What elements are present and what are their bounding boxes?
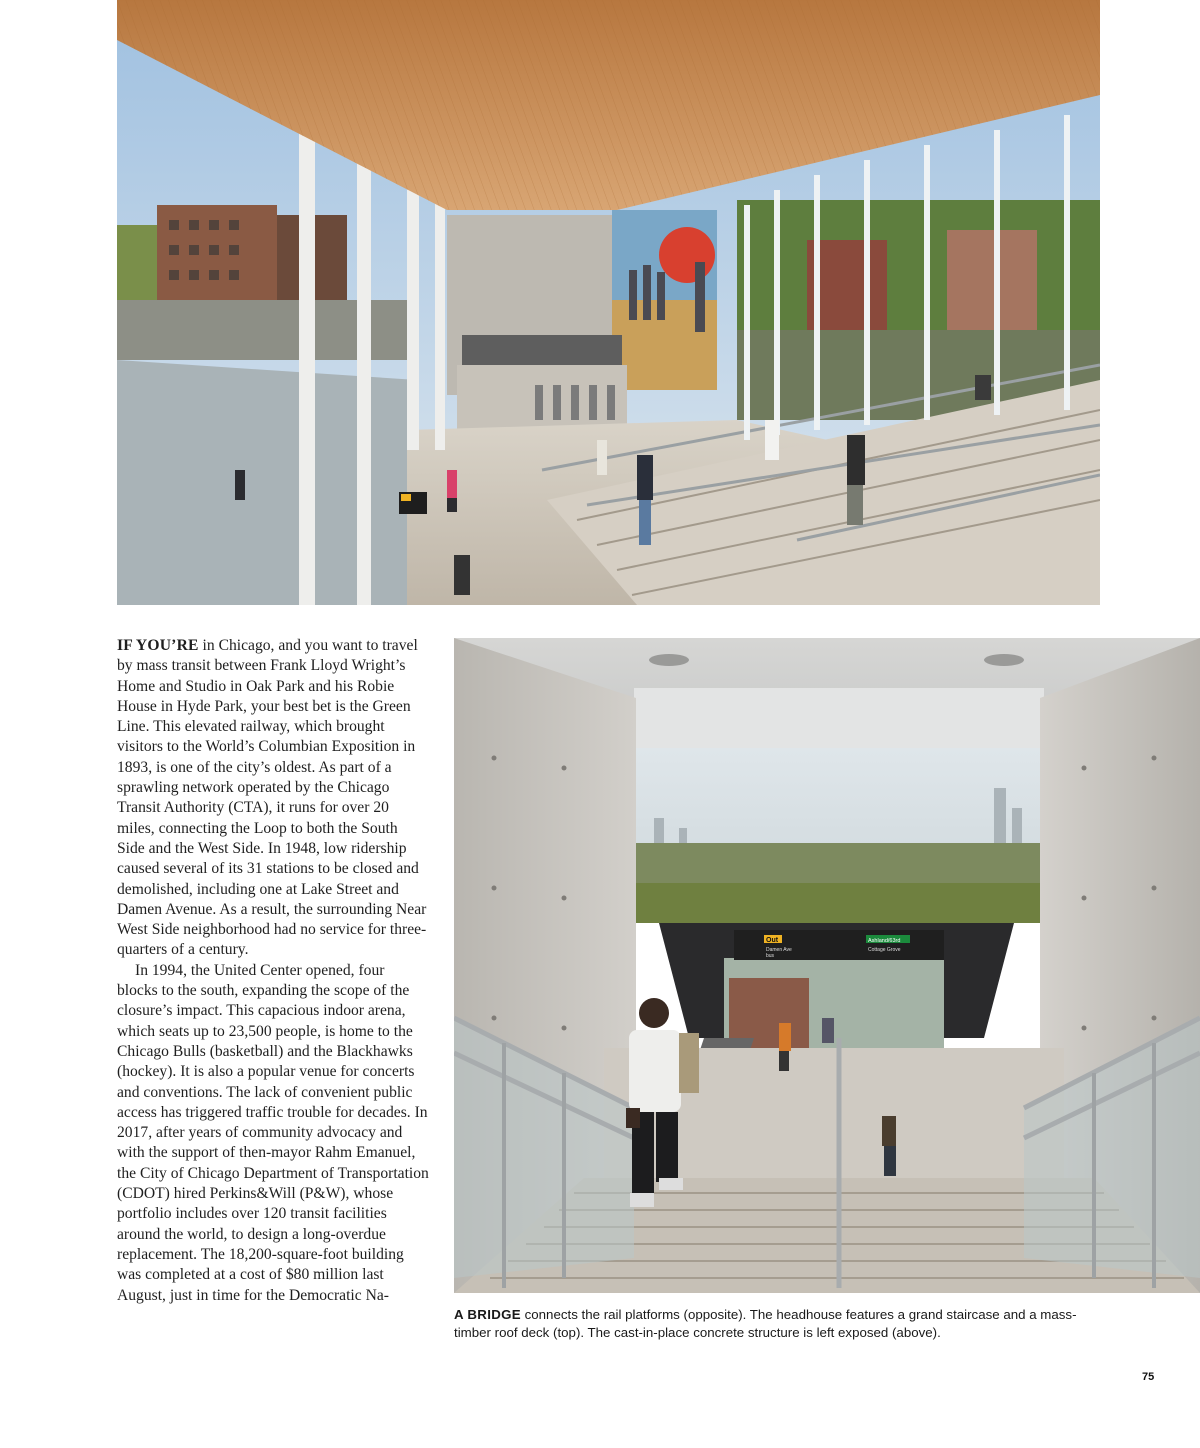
caption-lead-in: A BRIDGE [454,1307,521,1322]
station-interior-photo [117,0,1100,605]
ceiling-light-2 [984,654,1024,666]
ceiling-light-1 [649,654,689,666]
article-lead-in: IF YOU’RE [117,637,199,654]
fare-signage-bar [462,335,622,365]
article-body [117,636,429,1306]
staircase-illustration [454,638,1200,1293]
caption-text: connects the rail platforms (opposite). The headhouse features a grand staircase and a mass-timber roof deck (top). The cast-in-place concrete structure is left exposed (above). [454,1307,1077,1340]
glass-wall-floor-left [117,360,417,605]
article-paragraph-1-text: in Chicago, and you want to travel by mass transit between Frank Lloyd Wright’s Home and Studio in Oak Park and his Robie House in Hyde Park, your best bet is the Green Line. This elevated railway, which brought visitors to the World’s Columbian Exposition in 1893, is one of the city’s oldest. As part of a sprawling network operated by the Chicago Transit Authority (CTA), it runs for over 20 miles, connecting the Loop to both the South Side and the West Side. In 1948, low ridership caused several of its 31 stations to be closed and demolished, including one at Lake Street and Damen Avenue. As a result, the surrounding Near West Side neighborhood had no service for three-quarters of a century. [117,637,427,959]
trees-horizon [636,843,1040,888]
ashland-label: Ashland/63rd [868,938,901,944]
staircase-photo [454,638,1200,1293]
article-paragraph-2: In 1994, the United Center opened, four blocks to the south, expanding the scope of the closure’s impact. This capacious indoor arena, which seats up to 23,500 people, is home to the Chicago Bulls (basketball) and the Blackhawks (hockey). It is also a popular venue for concerts and conventions. The lack of convenient public access has triggered traffic trouble for decades. In 2017, after years of community advocacy and with the support of then-mayor Rahm Emanuel, the City of Chicago Department of Transportation (CDOT) hired Perkins&Will (P&W), whose portfolio includes over 120 transit facilities around the world, to design a long-overdue replacement. The 18,200-square-foot building was completed at a cost of $80 million last August, just in time for the Democratic Na- [117,961,429,1304]
out-label: Out [766,937,779,944]
out-bus-label: bus [766,953,775,959]
house-right-2 [947,230,1037,330]
green-roof [636,883,1040,923]
trees-left [117,225,157,305]
article-paragraph-1 [117,636,429,961]
out-sub-label: Damen Ave [766,947,792,953]
mural-red-sun [659,227,715,283]
page-number: 75 [1142,1371,1155,1383]
station-interior-illustration [117,0,1100,605]
photo-caption [454,1306,1104,1342]
cottage-grove-label: Cottage Grove [868,947,901,953]
